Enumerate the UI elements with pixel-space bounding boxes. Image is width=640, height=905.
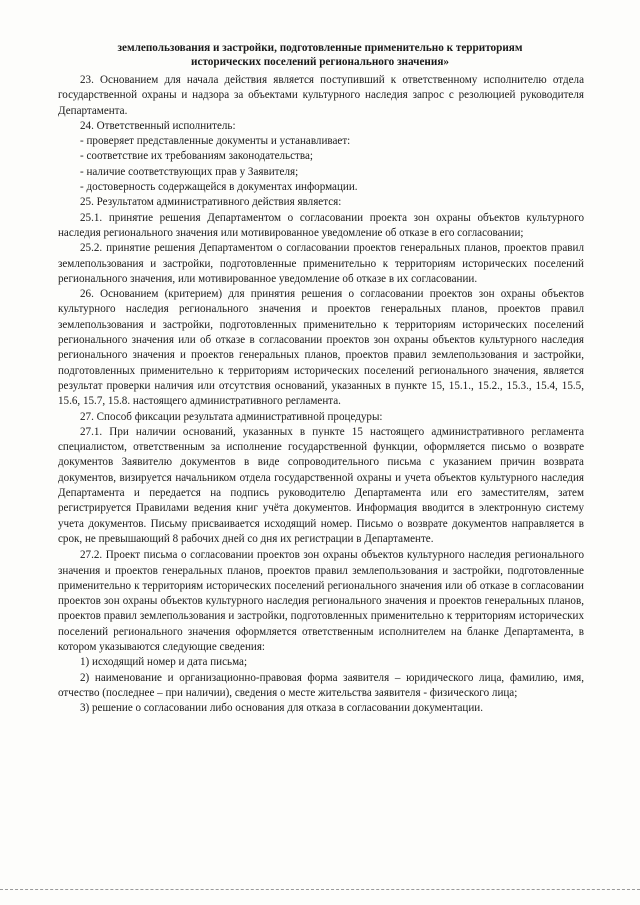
clause-24-item: - достоверность содержащейся в документах информации. xyxy=(80,181,358,194)
clause-27-2-item: 2) наименование и организационно-правовая форма заявителя – юридического лица, фамилию, имя, отчество (последнее – при наличии), сведения о месте жительства заявителя - физического лица; xyxy=(58,671,584,699)
section-heading xyxy=(60,41,580,69)
clause-27-2-item: 3) решение о согласовании либо основания для отказа в согласовании документации. xyxy=(80,702,483,715)
clause-27: 27. Способ фиксации результата административной процедуры: xyxy=(80,410,383,423)
clause-25-1: 25.1. принятие решения Департаментом о согласовании проекта зон охраны объектов культурного наследия регионального значения или мотивированное уведомление об отказе в его согласовании; xyxy=(58,211,584,239)
clause-23: 23. Основанием для начала действия является поступивший к ответственному исполнителю отдела государственной охраны и надзора за объектами культурного наследия запрос с резолюцией руководителя Департамента. xyxy=(58,74,584,117)
clause-26: 26. Основанием (критерием) для принятия решения о согласовании проектов зон охраны объектов культурного наследия регионального значения и проектов генеральных планов, проектов правил землепользования и застройки, подготовленных применительно к территориям исторических поселений регионального значения или об отказе в согласовании проектов зон охраны объектов культурного наследия регионального значения и проектов генеральных планов, проектов правил землепользования и застройки, подготовленных применительно к территориям исторических поселений регионального значения, является результат проверки наличия или отсутствия оснований, указанных в пункте 15, 15.1., 15.2., 15.3., 15.4, 15.5, 15.6, 15.7, 15.8. настоящего административного регламента. xyxy=(58,288,584,408)
document-body xyxy=(58,73,584,716)
clause-24: 24. Ответственный исполнитель: xyxy=(80,119,236,132)
clause-25: 25. Результатом административного действия является: xyxy=(80,196,342,209)
heading-line-2: исторических поселений регионального значения» xyxy=(191,56,449,68)
clause-27-2-item: 1) исходящий номер и дата письма; xyxy=(80,656,248,669)
clause-24-item: - наличие соответствующих прав у Заявителя; xyxy=(80,165,299,178)
clause-27-1: 27.1. При наличии оснований, указанных в пункте 15 настоящего административного регламента специалистом, ответственным за исполнение государственной функции, оформляется письмо о возврате документов Заявителю документов в виде сопроводительного письма с указанием причин возврата документов, визируется начальником отдела государственной охраны и учета объектов культурного наследия Департамента и передается на подпись руководителю Департамента или его заместителям, затем регистрируется Правилами ведения книг учёта документов. Информация вводится в электронную систему учета документов. Письму присваивается исходящий номер. Письмо о возврате документов направляется в срок, не превышающий 8 рабочих дней со дня их регистрации в Департаменте. xyxy=(58,425,584,545)
clause-27-2: 27.2. Проект письма о согласовании проектов зон охраны объектов культурного наследия регионального значения и проектов генеральных планов, проектов правил землепользования и застройки, подготовленные применительно к территориям исторических поселений регионального значения или об отказе в согласовании проектов зон охраны объектов культурного наследия регионального значения и проектов генеральных планов, проектов правил землепользования и застройки, подготовленных применительно к территориям исторических поселений регионального значения оформляется ответственным исполнителем на бланке Департамента, в котором указываются следующие сведения: xyxy=(58,549,584,653)
clause-25-2: 25.2. принятие решения Департаментом о согласовании проектов генеральных планов, проектов правил землепользования и застройки, подготовленные применительно к территориям исторических поселений регионального значения, или мотивированное уведомление об отказе в их согласовании. xyxy=(58,242,584,285)
clause-24-item: - соответствие их требованиям законодательства; xyxy=(80,150,313,163)
clause-24-item: - проверяет представленные документы и устанавливает: xyxy=(80,135,351,148)
scan-edge-line xyxy=(0,889,640,890)
heading-line-1: землепользования и застройки, подготовленные применительно к территориям xyxy=(117,42,523,54)
